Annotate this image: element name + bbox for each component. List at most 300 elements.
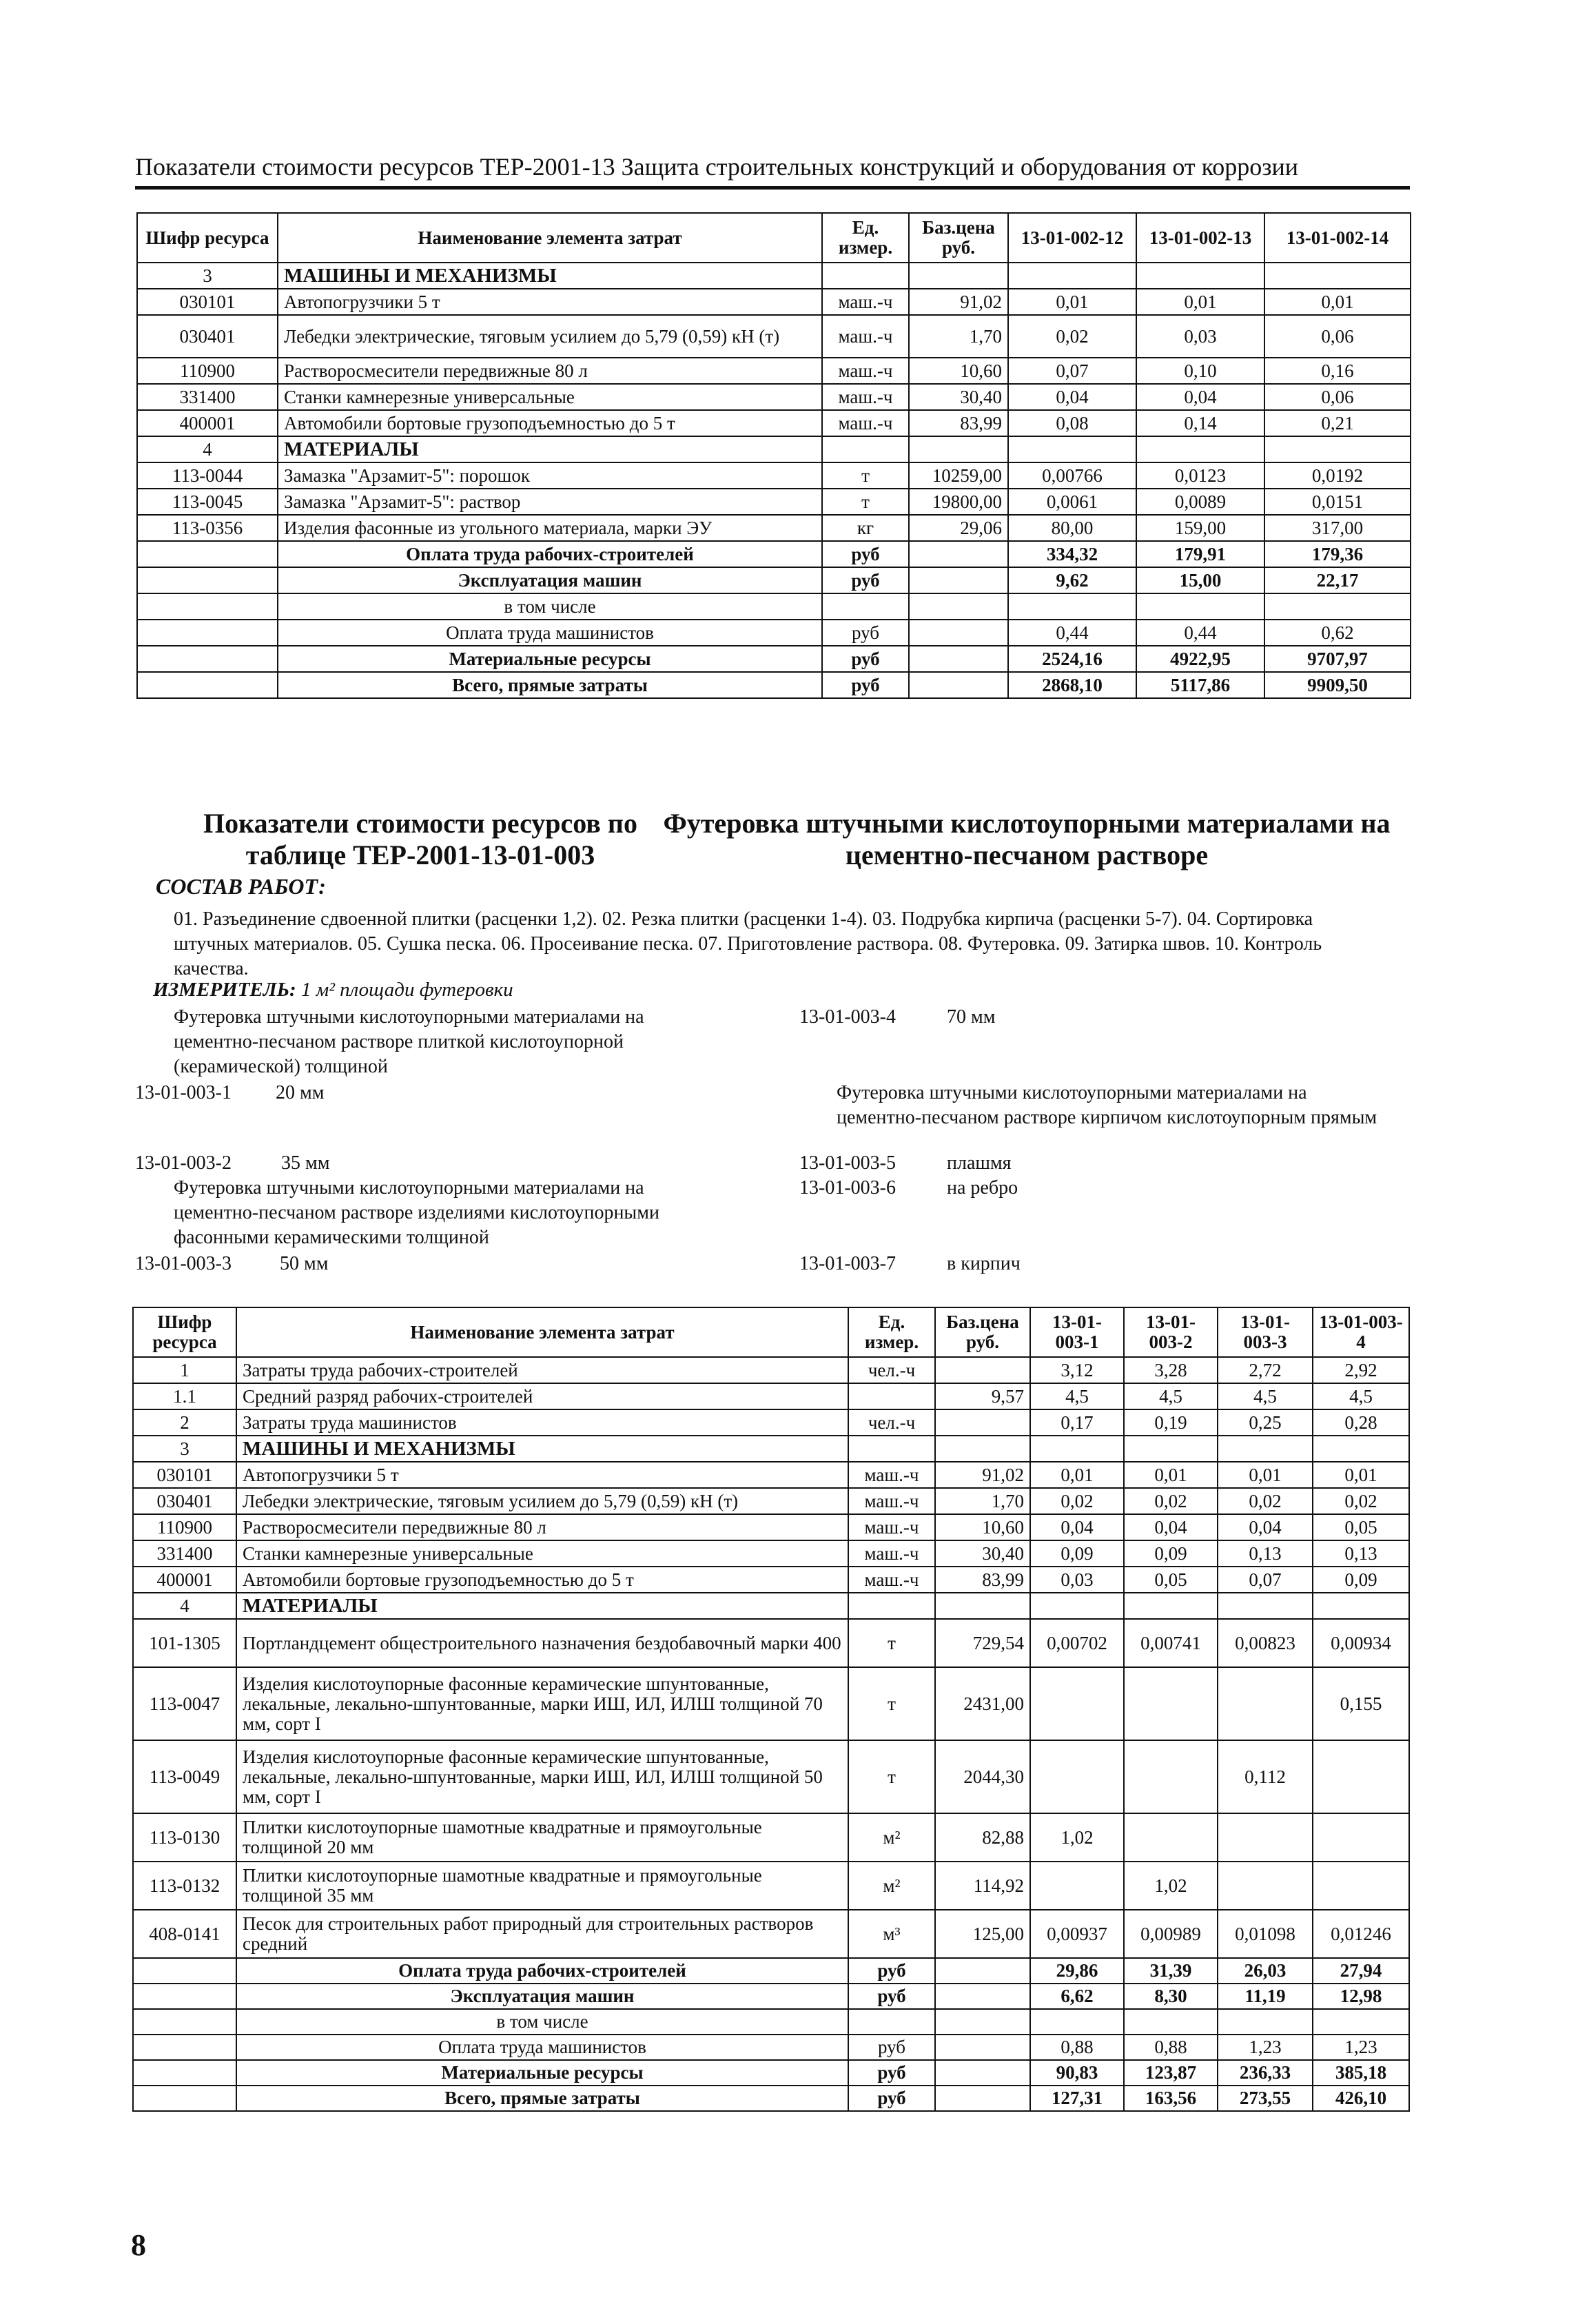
table-row	[133, 1383, 1409, 1409]
value-cell: 0,03	[1136, 315, 1264, 358]
value-cell: 0,02	[1124, 1488, 1218, 1514]
price-cell: 125,00	[935, 1910, 1030, 1958]
table-row	[133, 1409, 1409, 1436]
resource-code-cell: 331400	[133, 1540, 236, 1567]
value-cell: 0,16	[1264, 358, 1411, 384]
value-cell: 4,5	[1124, 1383, 1218, 1409]
summary-value-cell: 385,18	[1313, 2060, 1409, 2086]
table-row	[137, 515, 1411, 541]
table-row	[133, 1488, 1409, 1514]
table-row	[137, 410, 1411, 436]
works-text: 01. Разъединение сдвоенной плитки (расценки 1,2). 02. Резка плитки (расценки 1-4). 03. Подрубка кирпича (расценки 5-7). 04. Сортировка штучных материалов. 05. Сушка песка. 06. Просеивание песка. 07. Приготовление раствора. 08. Футеровка. 09. Затирка швов. 10. Контроль качества.	[174, 908, 1322, 979]
value-cell: 0,0151	[1264, 489, 1411, 515]
summary-value-cell: 31,39	[1124, 1958, 1218, 1984]
price-cell: 19800,00	[909, 489, 1008, 515]
unit-cell	[848, 1593, 935, 1619]
value-cell: 0,01	[1008, 289, 1136, 315]
value-cell: 1,02	[1030, 1813, 1124, 1862]
summary-row	[133, 2060, 1409, 2086]
col-rate-header: 13-01-003-1	[1030, 1307, 1124, 1357]
resource-code-cell: 1	[133, 1357, 236, 1383]
summary-value-cell	[1313, 2009, 1409, 2035]
unit-cell: руб	[848, 2086, 935, 2111]
value-cell: 0,02	[1218, 1488, 1313, 1514]
table-row	[137, 436, 1411, 462]
value-cell: 0,00702	[1030, 1619, 1124, 1667]
value-cell	[1124, 1813, 1218, 1862]
value-cell	[1264, 263, 1411, 289]
empty-cell	[137, 646, 278, 672]
table-row	[133, 1540, 1409, 1567]
resource-name-cell: МАШИНЫ И МЕХАНИЗМЫ	[278, 263, 822, 289]
table-row	[133, 1813, 1409, 1862]
unit-cell: руб	[848, 2035, 935, 2060]
value-cell: 0,00766	[1008, 462, 1136, 489]
value-cell: 0,01	[1218, 1462, 1313, 1488]
unit-cell: м²	[848, 1813, 935, 1862]
summary-value-cell: 6,62	[1030, 1984, 1124, 2009]
value-cell: 0,09	[1313, 1567, 1409, 1593]
resource-code-cell: 113-0047	[133, 1667, 236, 1740]
resource-code-cell: 110900	[137, 358, 278, 384]
unit-cell: маш.-ч	[848, 1514, 935, 1540]
value-cell: 80,00	[1008, 515, 1136, 541]
unit-cell: руб	[822, 646, 909, 672]
unit-cell: т	[822, 462, 909, 489]
empty-cell	[133, 2086, 236, 2111]
resource-code-cell: 101-1305	[133, 1619, 236, 1667]
value-cell: 0,02	[1030, 1488, 1124, 1514]
resource-name-cell: Изделия фасонные из угольного материала, марки ЭУ	[278, 515, 822, 541]
unit-cell: маш.-ч	[848, 1488, 935, 1514]
summary-value-cell: 0,44	[1136, 620, 1264, 646]
summary-value-cell: 8,30	[1124, 1984, 1218, 2009]
value-cell: 0,02	[1008, 315, 1136, 358]
resource-code-cell: 1.1	[133, 1383, 236, 1409]
summary-value-cell	[1124, 2009, 1218, 2035]
empty-cell	[137, 567, 278, 593]
resource-name-cell: Автомобили бортовые грузоподъемностью до 5 т	[278, 410, 822, 436]
table-row	[133, 1436, 1409, 1462]
value-cell: 0,17	[1030, 1409, 1124, 1436]
value-cell	[1136, 263, 1264, 289]
summary-value-cell: 236,33	[1218, 2060, 1313, 2086]
empty-cell	[909, 646, 1008, 672]
empty-cell	[909, 567, 1008, 593]
summary-value-cell: 27,94	[1313, 1958, 1409, 1984]
value-cell: 0,04	[1136, 384, 1264, 410]
works-label: СОСТАВ РАБОТ:	[156, 874, 326, 899]
section-title-left: Показатели стоимости ресурсов по таблице ТЕР-2001-13-01-003	[203, 808, 637, 870]
summary-value-cell	[1264, 593, 1411, 620]
value-cell	[1264, 436, 1411, 462]
summary-value-cell: 26,03	[1218, 1958, 1313, 1984]
col-code-header: Шифр ресурса	[137, 213, 278, 263]
unit-cell: т	[822, 489, 909, 515]
table-row	[133, 1567, 1409, 1593]
price-cell	[935, 1436, 1030, 1462]
empty-cell	[133, 2035, 236, 2060]
empty-cell	[133, 2060, 236, 2086]
summary-value-cell: 0,88	[1124, 2035, 1218, 2060]
table-row	[133, 1740, 1409, 1813]
col-unit-header: Ед. измер.	[822, 213, 909, 263]
value-cell	[1030, 1667, 1124, 1740]
summary-name-cell: Всего, прямые затраты	[278, 672, 822, 698]
price-cell: 30,40	[935, 1540, 1030, 1567]
value-cell: 4,5	[1030, 1383, 1124, 1409]
unit-cell: кг	[822, 515, 909, 541]
resource-name-cell: Плитки кислотоупорные шамотные квадратные и прямоугольные толщиной 20 мм	[236, 1813, 848, 1862]
summary-value-cell: 179,36	[1264, 541, 1411, 567]
summary-value-cell: 22,17	[1264, 567, 1411, 593]
value-cell	[1218, 1667, 1313, 1740]
empty-cell	[909, 672, 1008, 698]
unit-cell: руб	[848, 2060, 935, 2086]
value-cell: 0,13	[1313, 1540, 1409, 1567]
empty-cell	[909, 541, 1008, 567]
value-cell: 0,28	[1313, 1409, 1409, 1436]
value-cell: 0,07	[1218, 1567, 1313, 1593]
summary-value-cell: 9909,50	[1264, 672, 1411, 698]
table-row	[137, 384, 1411, 410]
value-cell: 0,07	[1008, 358, 1136, 384]
summary-value-cell: 0,44	[1008, 620, 1136, 646]
empty-cell	[133, 2009, 236, 2035]
summary-value-cell: 5117,86	[1136, 672, 1264, 698]
unit-cell: маш.-ч	[822, 289, 909, 315]
value-cell: 0,00823	[1218, 1619, 1313, 1667]
measure-label: ИЗМЕРИТЕЛЬ:	[153, 979, 296, 1001]
unit-cell	[822, 263, 909, 289]
price-cell: 114,92	[935, 1862, 1030, 1910]
value-cell: 0,03	[1030, 1567, 1124, 1593]
col-rate-header: 13-01-003-4	[1313, 1307, 1409, 1357]
empty-cell	[909, 620, 1008, 646]
unit-cell: маш.-ч	[822, 384, 909, 410]
value-cell: 0,25	[1218, 1409, 1313, 1436]
unit-cell: руб	[822, 672, 909, 698]
summary-row	[137, 541, 1411, 567]
price-cell	[909, 263, 1008, 289]
table-row	[137, 358, 1411, 384]
price-cell: 729,54	[935, 1619, 1030, 1667]
summary-row	[133, 2086, 1409, 2111]
value-cell: 0,01	[1124, 1462, 1218, 1488]
value-cell	[1136, 436, 1264, 462]
table-row	[133, 1910, 1409, 1958]
value-cell: 0,0123	[1136, 462, 1264, 489]
value-cell: 3,12	[1030, 1357, 1124, 1383]
resource-code-cell: 113-0130	[133, 1813, 236, 1862]
unit-cell	[848, 1436, 935, 1462]
summary-value-cell: 2524,16	[1008, 646, 1136, 672]
resource-name-cell: Плитки кислотоупорные шамотные квадратные и прямоугольные толщиной 35 мм	[236, 1862, 848, 1910]
resource-code-cell: 030401	[133, 1488, 236, 1514]
value-cell: 0,04	[1008, 384, 1136, 410]
value-cell: 0,06	[1264, 384, 1411, 410]
unit-cell: маш.-ч	[822, 358, 909, 384]
resource-name-cell: Растворосмесители передвижные 80 л	[278, 358, 822, 384]
value-cell: 0,112	[1218, 1740, 1313, 1813]
unit-cell: маш.-ч	[822, 315, 909, 358]
summary-row	[137, 593, 1411, 620]
summary-value-cell	[1218, 2009, 1313, 2035]
col-code-header: Шифр ресурса	[133, 1307, 236, 1357]
summary-value-cell: 9707,97	[1264, 646, 1411, 672]
value-cell: 0,05	[1313, 1514, 1409, 1540]
resource-name-cell: Изделия кислотоупорные фасонные керамические шпунтованные, лекальные, лекально-шпунтованные, марки ИШ, ИЛ, ИЛШ толщиной 70 мм, сорт I	[236, 1667, 848, 1740]
table-row	[133, 1619, 1409, 1667]
resource-name-cell: Портландцемент общестроительного назначения бездобавочный марки 400	[236, 1619, 848, 1667]
value-cell	[1218, 1862, 1313, 1910]
table-row	[133, 1462, 1409, 1488]
value-cell	[1030, 1862, 1124, 1910]
value-cell: 0,00937	[1030, 1910, 1124, 1958]
summary-value-cell	[1030, 2009, 1124, 2035]
left-description-1: Футеровка штучными кислотоупорными материалами на цементно-песчаном растворе плиткой кислотоупорной (керамической) толщиной	[174, 1006, 644, 1077]
value-cell: 4,5	[1218, 1383, 1313, 1409]
table-row	[133, 1514, 1409, 1540]
value-cell	[1030, 1593, 1124, 1619]
resource-name-cell: Песок для строительных работ природный для строительных растворов средний	[236, 1910, 848, 1958]
summary-row	[133, 1958, 1409, 1984]
summary-value-cell: 4922,95	[1136, 646, 1264, 672]
summary-name-cell: Оплата труда машинистов	[236, 2035, 848, 2060]
unit-cell	[848, 2009, 935, 2035]
value-cell: 317,00	[1264, 515, 1411, 541]
page-header: Показатели стоимости ресурсов ТЕР-2001-13 Защита строительных конструкций и оборудования от коррозии	[135, 152, 1410, 190]
value-cell	[1030, 1740, 1124, 1813]
empty-cell	[935, 2009, 1030, 2035]
summary-value-cell: 11,19	[1218, 1984, 1313, 2009]
value-cell: 0,04	[1218, 1514, 1313, 1540]
unit-cell: маш.-ч	[848, 1462, 935, 1488]
unit-cell: чел.-ч	[848, 1357, 935, 1383]
summary-row	[137, 567, 1411, 593]
value-cell: 0,13	[1218, 1540, 1313, 1567]
value-cell: 0,04	[1124, 1514, 1218, 1540]
value-cell: 0,09	[1124, 1540, 1218, 1567]
price-cell: 10,60	[909, 358, 1008, 384]
value-cell: 2,72	[1218, 1357, 1313, 1383]
value-cell: 0,01	[1030, 1462, 1124, 1488]
summary-value-cell: 273,55	[1218, 2086, 1313, 2111]
empty-cell	[935, 2086, 1030, 2111]
table-row	[137, 489, 1411, 515]
table-row	[133, 1593, 1409, 1619]
value-cell: 0,06	[1264, 315, 1411, 358]
resource-code-cell: 030401	[137, 315, 278, 358]
value-cell: 0,01	[1136, 289, 1264, 315]
item-code: 13-01-003-5	[799, 1152, 896, 1174]
unit-cell	[848, 1383, 935, 1409]
col-rate-header: 13-01-002-14	[1264, 213, 1411, 263]
resource-code-cell: 331400	[137, 384, 278, 410]
table-row	[137, 263, 1411, 289]
value-cell	[1313, 1593, 1409, 1619]
price-cell: 9,57	[935, 1383, 1030, 1409]
value-cell: 159,00	[1136, 515, 1264, 541]
resource-name-cell: Лебедки электрические, тяговым усилием до 5,79 (0,59) кН (т)	[278, 315, 822, 358]
unit-cell: руб	[848, 1984, 935, 2009]
value-cell: 0,08	[1008, 410, 1136, 436]
resource-name-cell: Автопогрузчики 5 т	[278, 289, 822, 315]
value-cell	[1218, 1436, 1313, 1462]
value-cell	[1030, 1436, 1124, 1462]
value-cell	[1124, 1436, 1218, 1462]
value-cell: 0,01	[1264, 289, 1411, 315]
item-value: 35 мм	[281, 1152, 330, 1174]
table-row	[133, 1667, 1409, 1740]
value-cell	[1313, 1862, 1409, 1910]
unit-cell: т	[848, 1619, 935, 1667]
item-value: 20 мм	[276, 1082, 325, 1103]
summary-name-cell: Эксплуатация машин	[236, 1984, 848, 2009]
summary-value-cell: 426,10	[1313, 2086, 1409, 2111]
summary-value-cell	[1008, 593, 1136, 620]
resource-name-cell: МАТЕРИАЛЫ	[278, 436, 822, 462]
price-cell: 2044,30	[935, 1740, 1030, 1813]
resource-table-002	[136, 212, 1411, 699]
value-cell	[1008, 263, 1136, 289]
col-name-header: Наименование элемента затрат	[278, 213, 822, 263]
page-number: 8	[131, 2228, 146, 2262]
summary-name-cell: в том числе	[278, 593, 822, 620]
summary-value-cell	[1136, 593, 1264, 620]
table-row	[137, 462, 1411, 489]
summary-value-cell: 127,31	[1030, 2086, 1124, 2111]
summary-value-cell: 2868,10	[1008, 672, 1136, 698]
summary-name-cell: Оплата труда рабочих-строителей	[278, 541, 822, 567]
empty-cell	[137, 620, 278, 646]
empty-cell	[909, 593, 1008, 620]
unit-cell: руб	[848, 1958, 935, 1984]
summary-value-cell: 15,00	[1136, 567, 1264, 593]
resource-name-cell: Замазка "Арзамит-5": порошок	[278, 462, 822, 489]
value-cell	[1008, 436, 1136, 462]
summary-row	[137, 620, 1411, 646]
price-cell: 91,02	[935, 1462, 1030, 1488]
left-description-2: Футеровка штучными кислотоупорными материалами на цементно-песчаном растворе изделиями кислотоупорными фасонными керамическими толщиной	[174, 1177, 659, 1248]
price-cell	[935, 1357, 1030, 1383]
resource-code-cell: 2	[133, 1409, 236, 1436]
resource-table-003	[132, 1307, 1410, 2112]
summary-value-cell: 29,86	[1030, 1958, 1124, 1984]
price-cell: 82,88	[935, 1813, 1030, 1862]
value-cell: 0,01246	[1313, 1910, 1409, 1958]
resource-code-cell: 113-0356	[137, 515, 278, 541]
summary-row	[137, 672, 1411, 698]
value-cell: 0,14	[1136, 410, 1264, 436]
unit-cell: маш.-ч	[848, 1540, 935, 1567]
table-row	[137, 289, 1411, 315]
value-cell	[1313, 1436, 1409, 1462]
summary-value-cell: 12,98	[1313, 1984, 1409, 2009]
price-cell: 10259,00	[909, 462, 1008, 489]
measure-value: 1 м² площади футеровки	[300, 979, 513, 1001]
summary-value-cell: 123,87	[1124, 2060, 1218, 2086]
right-description: Футеровка штучными кислотоупорными материалами на цементно-песчаном растворе кирпичом кислотоупорным прямым	[837, 1082, 1377, 1128]
summary-value-cell: 163,56	[1124, 2086, 1218, 2111]
resource-name-cell: Лебедки электрические, тяговым усилием до 5,79 (0,59) кН (т)	[236, 1488, 848, 1514]
value-cell: 3,28	[1124, 1357, 1218, 1383]
item-code: 13-01-003-1	[135, 1082, 232, 1103]
summary-value-cell: 1,23	[1218, 2035, 1313, 2060]
unit-cell: маш.-ч	[822, 410, 909, 436]
resource-code-cell: 030101	[133, 1462, 236, 1488]
value-cell	[1124, 1667, 1218, 1740]
resource-name-cell: Станки камнерезные универсальные	[278, 384, 822, 410]
value-cell: 0,00741	[1124, 1619, 1218, 1667]
empty-cell	[133, 1984, 236, 2009]
resource-code-cell: 3	[133, 1436, 236, 1462]
summary-value-cell: 9,62	[1008, 567, 1136, 593]
value-cell: 0,0192	[1264, 462, 1411, 489]
empty-cell	[133, 1958, 236, 1984]
unit-cell: т	[848, 1740, 935, 1813]
empty-cell	[935, 1958, 1030, 1984]
resource-name-cell: Автопогрузчики 5 т	[236, 1462, 848, 1488]
value-cell: 0,05	[1124, 1567, 1218, 1593]
resource-code-cell: 400001	[137, 410, 278, 436]
value-cell: 0,10	[1136, 358, 1264, 384]
col-rate-header: 13-01-002-12	[1008, 213, 1136, 263]
resource-code-cell: 030101	[137, 289, 278, 315]
measure	[153, 979, 513, 1001]
resource-name-cell: Автомобили бортовые грузоподъемностью до 5 т	[236, 1567, 848, 1593]
resource-name-cell: Замазка "Арзамит-5": раствор	[278, 489, 822, 515]
empty-cell	[137, 593, 278, 620]
resource-name-cell: Средний разряд рабочих-строителей	[236, 1383, 848, 1409]
empty-cell	[935, 2035, 1030, 2060]
value-cell: 0,09	[1030, 1540, 1124, 1567]
resource-name-cell: Затраты труда машинистов	[236, 1409, 848, 1436]
value-cell: 0,04	[1030, 1514, 1124, 1540]
summary-value-cell: 1,23	[1313, 2035, 1409, 2060]
value-cell	[1218, 1593, 1313, 1619]
value-cell: 0,01098	[1218, 1910, 1313, 1958]
resource-name-cell: Изделия кислотоупорные фасонные керамические шпунтованные, лекальные, лекально-шпунтованные, марки ИШ, ИЛ, ИЛШ толщиной 50 мм, сорт I	[236, 1740, 848, 1813]
item-code: 13-01-003-3	[135, 1253, 232, 1274]
summary-value-cell: 179,91	[1136, 541, 1264, 567]
table-row	[133, 1357, 1409, 1383]
unit-cell: чел.-ч	[848, 1409, 935, 1436]
unit-cell	[822, 593, 909, 620]
summary-name-cell: Эксплуатация машин	[278, 567, 822, 593]
value-cell: 0,19	[1124, 1409, 1218, 1436]
price-cell	[935, 1593, 1030, 1619]
summary-value-cell: 334,32	[1008, 541, 1136, 567]
item-value: на ребро	[947, 1177, 1018, 1199]
summary-name-cell: Оплата труда машинистов	[278, 620, 822, 646]
col-price-header: Баз.цена руб.	[909, 213, 1008, 263]
resource-code-cell: 113-0045	[137, 489, 278, 515]
resource-name-cell: Затраты труда рабочих-строителей	[236, 1357, 848, 1383]
summary-row	[137, 646, 1411, 672]
item-value: плашмя	[947, 1152, 1012, 1174]
value-cell: 0,21	[1264, 410, 1411, 436]
price-cell: 29,06	[909, 515, 1008, 541]
value-cell: 0,0061	[1008, 489, 1136, 515]
value-cell	[1313, 1740, 1409, 1813]
summary-value-cell: 0,62	[1264, 620, 1411, 646]
table-row	[133, 1862, 1409, 1910]
summary-row	[133, 2009, 1409, 2035]
price-cell: 1,70	[935, 1488, 1030, 1514]
unit-cell: руб	[822, 541, 909, 567]
price-cell	[935, 1409, 1030, 1436]
